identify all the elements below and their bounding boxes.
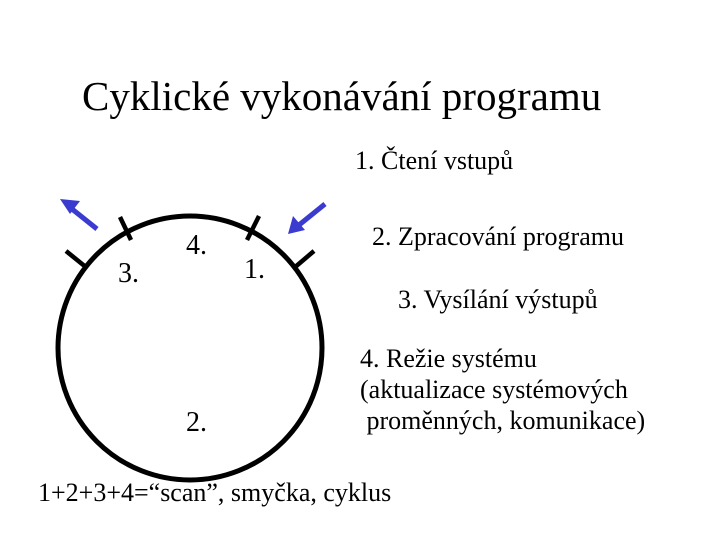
step4-line: (aktualizace systémových bbox=[360, 375, 628, 404]
summary-text: 1+2+3+4=“scan”, smyčka, cyklus bbox=[38, 478, 392, 507]
cycle-label-4: 4. bbox=[186, 230, 207, 261]
input-arrow-icon bbox=[288, 204, 325, 234]
cycle-divider-tick bbox=[66, 251, 87, 268]
cycle-label-3: 3. bbox=[118, 258, 139, 289]
step-send-outputs: 3. Vysílání výstupů bbox=[398, 285, 598, 314]
page-title: Cyklické vykonávání programu bbox=[82, 73, 602, 119]
step-process-program: 2. Zpracování programu bbox=[372, 222, 624, 251]
step4-line: proměnných, komunikace) bbox=[360, 406, 646, 435]
output-arrow-icon bbox=[60, 199, 97, 229]
step-read-inputs: 1. Čtení vstupů bbox=[355, 146, 514, 175]
cycle-divider-tick bbox=[294, 251, 314, 268]
step4-line: 4. Režie systému bbox=[360, 344, 537, 373]
step-system-overhead bbox=[360, 343, 645, 436]
cycle-label-1: 1. bbox=[244, 254, 265, 285]
cycle-label-2: 2. bbox=[186, 407, 207, 438]
